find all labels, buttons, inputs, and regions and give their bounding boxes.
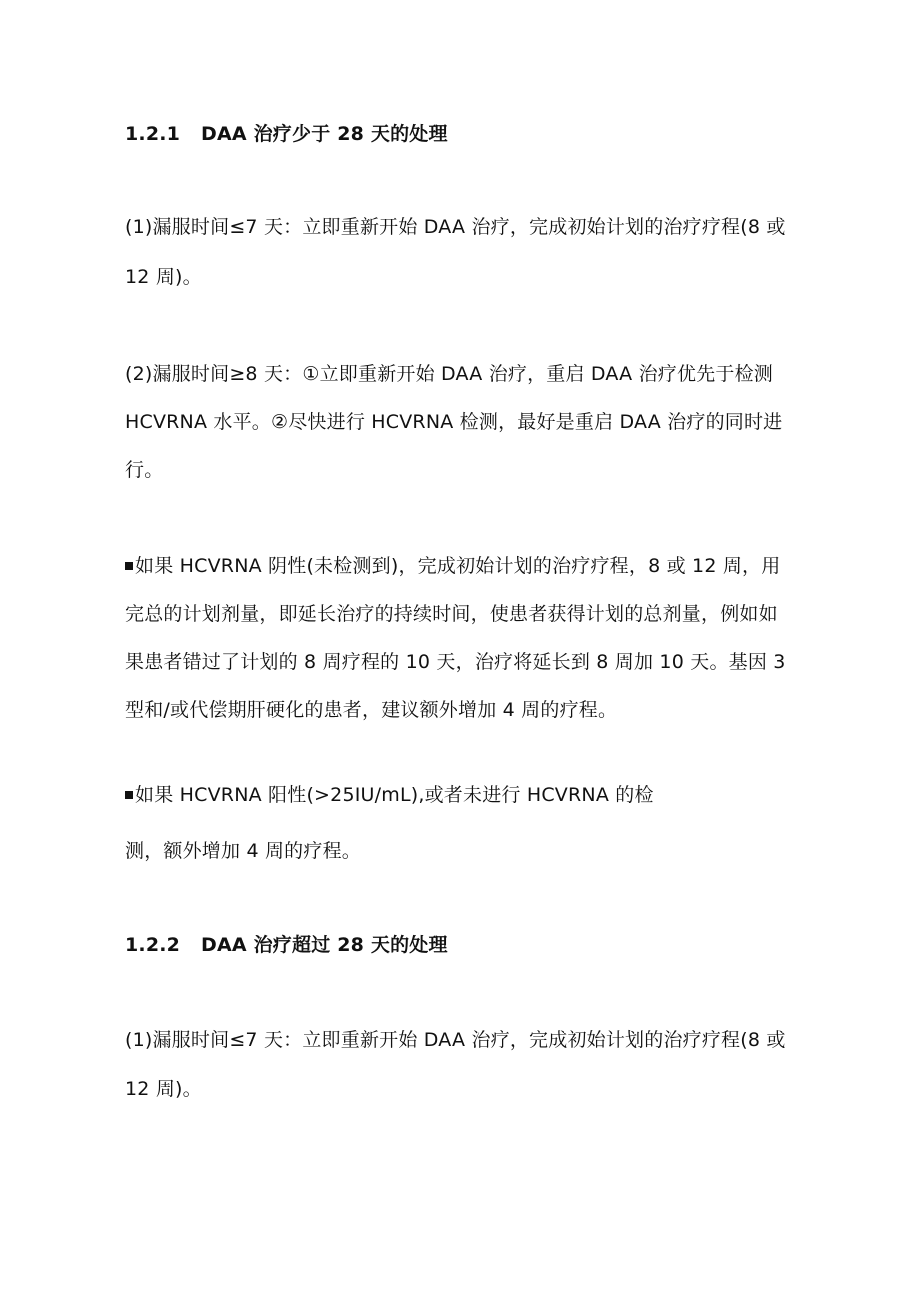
bullet-line <box>125 554 780 578</box>
paragraph-line: (2)漏服时间≥8 天：①立即重新开始 DAA 治疗，重启 DAA 治疗优先于检测 <box>125 363 773 385</box>
square-bullet-icon <box>125 562 133 570</box>
bullet-text: 如果 HCVRNA 阳性(>25IU/mL),或者未进行 HCVRNA 的检 <box>135 784 654 806</box>
section-number: 1.2.2 <box>125 934 181 956</box>
bullet-text: 如果 HCVRNA 阴性(未检测到)，完成初始计划的治疗疗程，8 或 12 周，用 <box>135 555 781 577</box>
paragraph-line: 型和/或代偿期肝硬化的患者，建议额外增加 4 周的疗程。 <box>125 699 618 721</box>
paragraph-line: 行。 <box>125 459 164 481</box>
paragraph-line: 完总的计划剂量，即延长治疗的持续时间，使患者获得计划的总剂量，例如如 <box>125 603 778 625</box>
paragraph-line: 果患者错过了计划的 8 周疗程的 10 天，治疗将延长到 8 周加 10 天。基因 3 <box>125 651 786 673</box>
square-bullet-icon <box>125 791 133 799</box>
section-number: 1.2.1 <box>125 123 181 145</box>
section-title: DAA 治疗少于 28 天的处理 <box>201 123 448 145</box>
section-title: DAA 治疗超过 28 天的处理 <box>201 934 448 956</box>
paragraph-line: HCVRNA 水平。②尽快进行 HCVRNA 检测，最好是重启 DAA 治疗的同时进 <box>125 411 783 433</box>
section-heading-1-2-1 <box>125 122 448 146</box>
section-heading-1-2-2 <box>125 933 448 957</box>
paragraph-line: (1)漏服时间≤7 天：立即重新开始 DAA 治疗，完成初始计划的治疗疗程(8 或 <box>125 216 786 238</box>
paragraph-line: 测，额外增加 4 周的疗程。 <box>125 840 361 862</box>
paragraph-line: (1)漏服时间≤7 天：立即重新开始 DAA 治疗，完成初始计划的治疗疗程(8 或 <box>125 1029 786 1051</box>
bullet-line <box>125 783 654 807</box>
paragraph-line: 12 周)。 <box>125 266 202 288</box>
paragraph-line: 12 周)。 <box>125 1078 202 1100</box>
